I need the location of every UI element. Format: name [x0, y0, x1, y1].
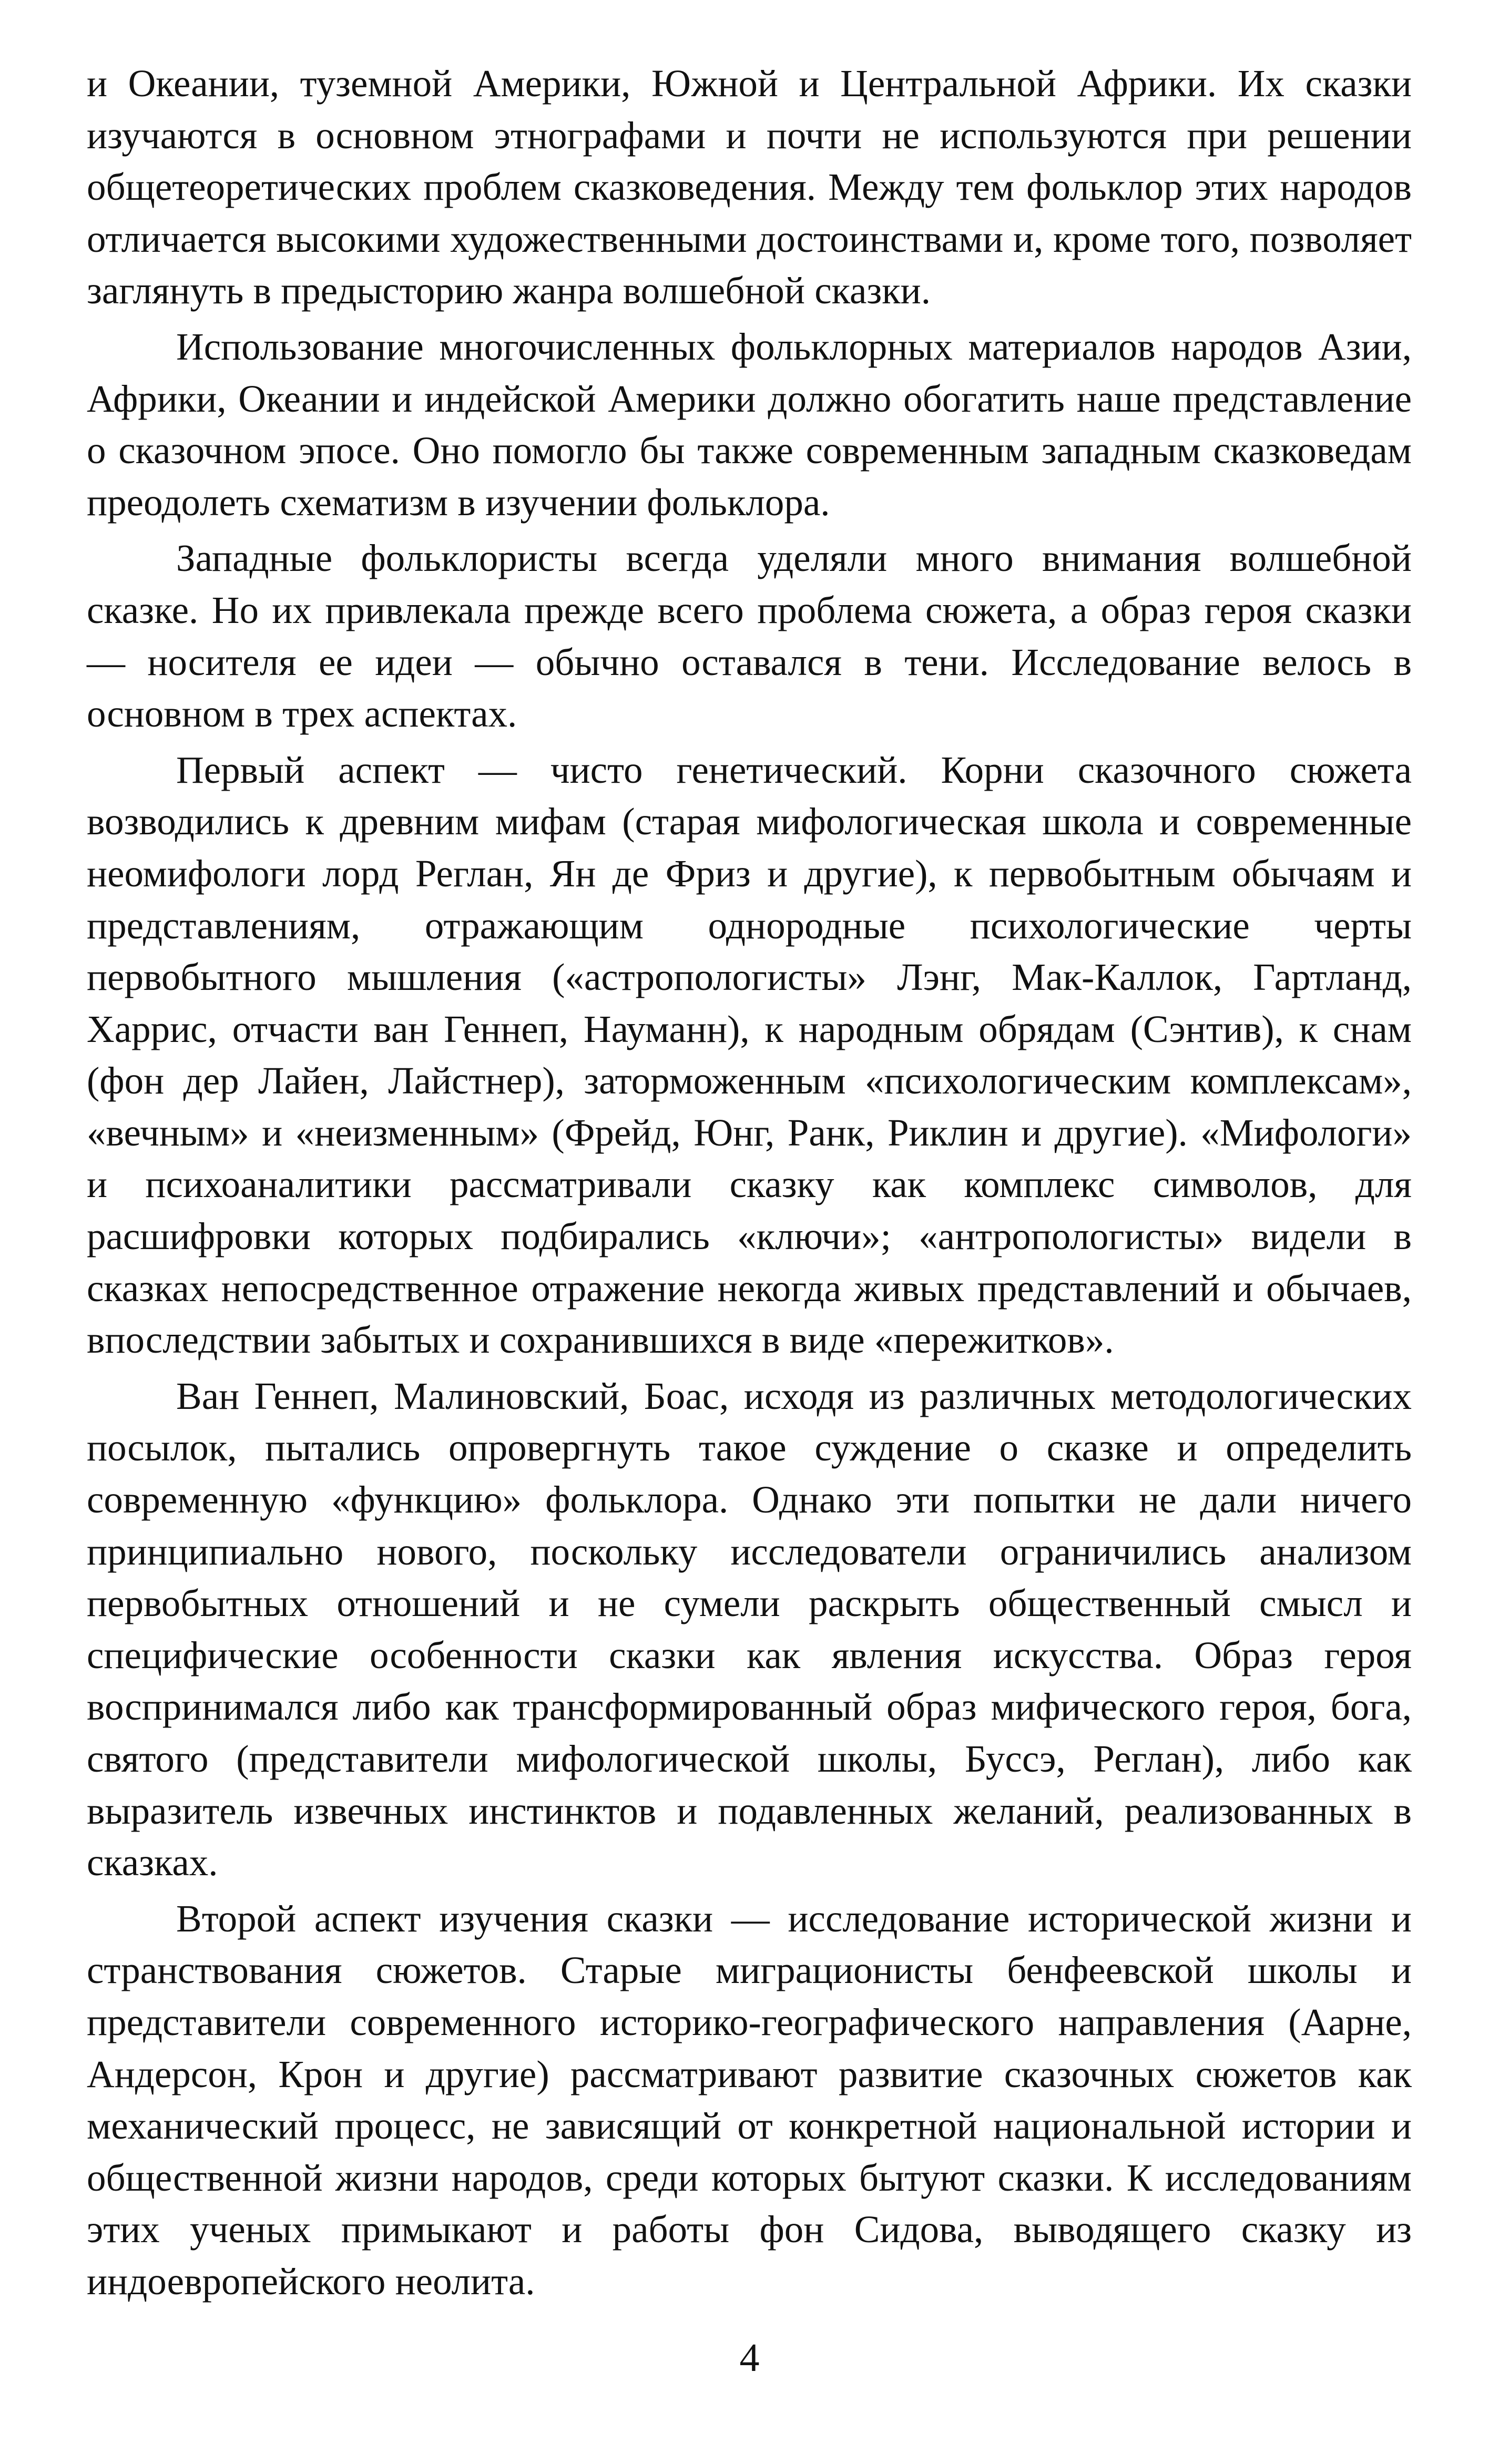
paragraph: Второй аспект изучения сказки — исследование исторической жизни и странствования сюжетов. Старые миграционисты бенфеевской школы и представители современного историко-географического направления (Аарне, Андерсон, Крон и другие) рассматривают развитие сказочных сюжетов как механический процесс, не зависящий от конкретной национальной истории и общественной жизни народов, среди которых бытуют сказки. К исследованиям этих ученых примыкают и работы фон Сидова, выводящего сказку из индоевропейского неолита. [87, 1897, 1412, 2303]
paragraph: Западные фольклористы всегда уделяли много внимания волшебной сказке. Но их привлекала прежде всего проблема сюжета, а образ героя сказки — носителя ее идеи — обычно оставался в тени. Исследование велось в основном в трех аспектах. [87, 537, 1412, 735]
paragraph: и Океании, туземной Америки, Южной и Центральной Африки. Их сказки изучаются в основном этнографами и почти не используются при решении общетеоретических проблем сказковедения. Между тем фольклор этих народов отличается высокими художественными достоинствами и, кроме того, позволяет заглянуть в предысторию жанра волшебной сказки. [87, 62, 1412, 312]
paragraph: Первый аспект — чисто генетический. Корни сказочного сюжета возводились к древним мифам (старая мифологическая школа и современные неомифологи лорд Реглан, Ян де Фриз и другие), к первобытным обычаям и представлениям, отражающим однородные психологические черты первобытного мышления («астропологисты» Лэнг, Мак-Каллок, Гартланд, Харрис, отчасти ван Геннеп, Науманн), к народным обрядам (Сэнтив), к снам (фон дер Лайен, Лайстнер), заторможенным «психологическим комплексам», «вечным» и «неизменным» (Фрейд, Юнг, Ранк, Риклин и другие). «Мифологи» и психоаналитики рассматривали сказку как комплекс символов, для расшифровки которых подбирались «ключи»; «антропологисты» видели в сказках непосредственное отражение некогда живых представлений и обычаев, впоследствии забытых и сохранившихся в виде «пережитков». [87, 748, 1412, 1362]
paragraph: Использование многочисленных фольклорных материалов народов Азии, Африки, Океании и индейской Америки должно обогатить наше представление о сказочном эпосе. Оно помогло бы также современным западным сказковедам преодолеть схематизм в изучении фольклора. [87, 325, 1412, 524]
body-text [87, 58, 1412, 2312]
page-number: 4 [739, 2336, 760, 2380]
paragraph: Ван Геннеп, Малиновский, Боас, исходя из различных методологических посылок, пытались опровергнуть такое суждение о сказке и определить современную «функцию» фольклора. Однако эти попытки не дали ничего принципиально нового, поскольку исследователи ограничились анализом первобытных отношений и не сумели раскрыть общественный смысл и специфические особенности сказки как явления искусства. Образ героя воспринимался либо как трансформированный образ мифического героя, бога, святого (представители мифологической школы, Буссэ, Реглан), либо как выразитель извечных инстинктов и подавленных желаний, реализованных в сказках. [87, 1374, 1412, 1884]
